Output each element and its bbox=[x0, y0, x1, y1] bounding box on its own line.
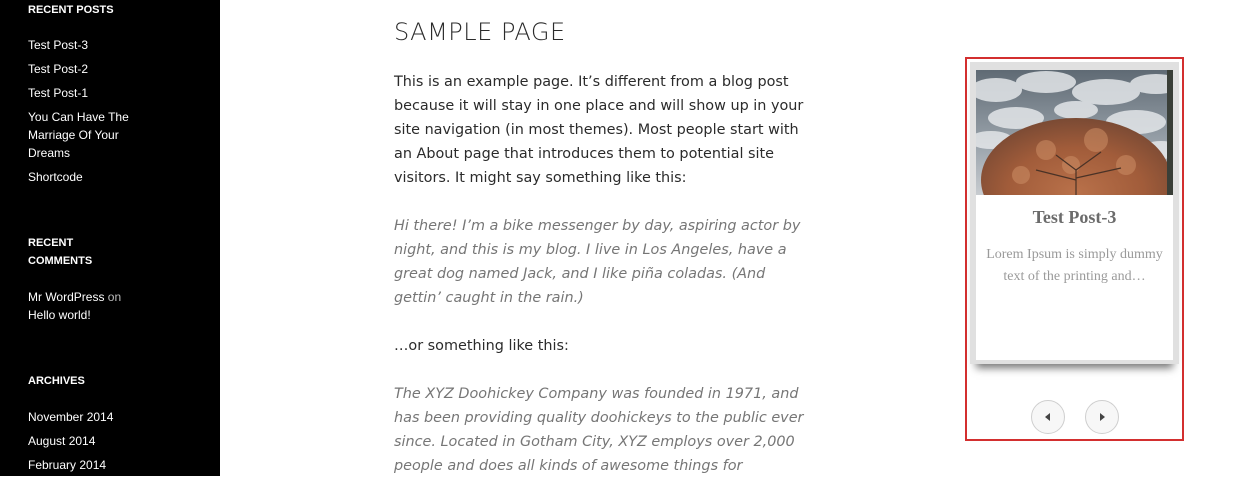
slider-next-button[interactable] bbox=[1085, 400, 1119, 434]
comment-on-text: on bbox=[107, 290, 122, 304]
chevron-left-icon bbox=[1044, 413, 1052, 421]
slider-prev-button[interactable] bbox=[1031, 400, 1065, 434]
recent-comment bbox=[28, 288, 168, 324]
page-title: SAMPLE PAGE bbox=[394, 18, 566, 46]
slide-post-excerpt: Lorem Ipsum is simply dummy text of the printing and… bbox=[986, 247, 1163, 284]
slide-card bbox=[970, 62, 1179, 364]
recent-post-link[interactable]: Shortcode bbox=[28, 170, 83, 184]
blockquote-1: Hi there! I’m a bike messenger by day, aspiring actor by night, and this is my blog. I live in Los Angeles, have a great dog named Jack, and I like piña coladas. (And gettin’ caught in the rain.) bbox=[394, 218, 801, 306]
chevron-right-icon bbox=[1098, 413, 1106, 421]
recent-post-link[interactable]: Test Post-3 bbox=[28, 38, 89, 52]
recent-post-link[interactable]: Test Post-1 bbox=[28, 86, 89, 100]
archive-link[interactable]: February 2014 bbox=[28, 458, 107, 472]
recent-posts-title: RECENT POSTS bbox=[28, 4, 114, 16]
comment-author-link[interactable]: Mr WordPress bbox=[28, 290, 105, 304]
archives-title: ARCHIVES bbox=[28, 375, 85, 387]
archive-link[interactable]: November 2014 bbox=[28, 410, 114, 424]
middle-paragraph: …or something like this: bbox=[394, 338, 569, 354]
blockquote-2: The XYZ Doohickey Company was founded in 1971, and has been providing quality doohickeys to the public ever since. Located in Gotham City, XYZ employs over 2,000 people and does all kinds of awesome things for bbox=[394, 386, 804, 474]
recent-post-link[interactable]: Test Post-2 bbox=[28, 62, 89, 76]
comment-post-link[interactable]: Hello world! bbox=[28, 308, 91, 322]
post-thumbnail-image[interactable] bbox=[976, 70, 1173, 195]
recent-post-link[interactable]: You Can Have The Marriage Of Your Dreams bbox=[28, 110, 129, 160]
slide-post-title[interactable]: Test Post-3 bbox=[1032, 207, 1117, 227]
archive-link[interactable]: August 2014 bbox=[28, 434, 96, 448]
sidebar bbox=[0, 0, 220, 476]
intro-paragraph: This is an example page. It’s different from a blog post because it will stay in one place and will show up in your site navigation (in most themes). Most people start with an About page that introduces them to potential site visitors. It might say something like this: bbox=[394, 74, 804, 186]
recent-comments-title: RECENT COMMENTS bbox=[28, 237, 93, 267]
slide-card-inner bbox=[976, 70, 1173, 360]
post-slider-widget bbox=[965, 57, 1184, 441]
